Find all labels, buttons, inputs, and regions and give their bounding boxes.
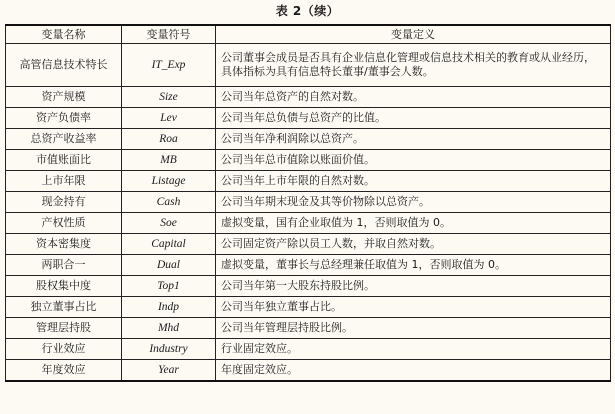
variable-symbol-cell: IT_Exp xyxy=(122,44,216,87)
variable-name-cell: 高管信息技术特长 xyxy=(6,44,122,87)
variable-symbol-cell: Dual xyxy=(122,255,216,276)
table-row xyxy=(6,192,611,213)
variable-symbol-cell: Industry xyxy=(122,339,216,360)
variable-symbol-cell: Capital xyxy=(122,234,216,255)
table-row xyxy=(6,129,611,150)
variable-definition-cell: 公司当年第一大股东持股比例。 xyxy=(216,276,611,297)
header-variable-name: 变量名称 xyxy=(6,25,122,44)
variable-symbol-cell: MB xyxy=(122,150,216,171)
table-row xyxy=(6,339,611,360)
table-row xyxy=(6,234,611,255)
variable-name-cell: 总资产收益率 xyxy=(6,129,122,150)
variable-name-cell: 上市年限 xyxy=(6,171,122,192)
variable-symbol-cell: Mhd xyxy=(122,318,216,339)
variable-symbol-cell: Soe xyxy=(122,213,216,234)
variable-name-cell: 管理层持股 xyxy=(6,318,122,339)
table-row xyxy=(6,171,611,192)
variable-name-cell: 产权性质 xyxy=(6,213,122,234)
variable-definition-cell: 公司当年期末现金及其等价物除以总资产。 xyxy=(216,192,611,213)
variable-definition-cell: 公司董事会成员是否具有企业信息化管理或信息技术相关的教育或从业经历，具体指标为具有信息特长董事/董事会人数。 xyxy=(216,44,611,87)
header-variable-symbol: 变量符号 xyxy=(122,25,216,44)
variable-definition-cell: 公司当年管理层持股比例。 xyxy=(216,318,611,339)
table-row xyxy=(6,44,611,87)
table-caption: 表 2（续） xyxy=(275,4,340,18)
variable-symbol-cell: Size xyxy=(122,87,216,108)
table-row xyxy=(6,360,611,382)
table-row xyxy=(6,213,611,234)
variable-definition-cell: 公司当年上市年限的自然对数。 xyxy=(216,171,611,192)
variable-symbol-cell: Roa xyxy=(122,129,216,150)
variable-definition-cell: 公司固定资产除以员工人数，并取自然对数。 xyxy=(216,234,611,255)
table-row xyxy=(6,318,611,339)
table-row xyxy=(6,87,611,108)
variable-name-cell: 行业效应 xyxy=(6,339,122,360)
variable-definition-cell: 虚拟变量，国有企业取值为 1，否则取值为 0。 xyxy=(216,213,611,234)
variable-definition-table xyxy=(5,24,611,382)
variable-symbol-cell: Indp xyxy=(122,297,216,318)
variable-name-cell: 市值账面比 xyxy=(6,150,122,171)
variable-name-cell: 资产负债率 xyxy=(6,108,122,129)
variable-name-cell: 现金持有 xyxy=(6,192,122,213)
variable-name-cell: 资产规模 xyxy=(6,87,122,108)
variable-symbol-cell: Top1 xyxy=(122,276,216,297)
variable-name-cell: 独立董事占比 xyxy=(6,297,122,318)
variable-definition-cell: 公司当年总市值除以账面价值。 xyxy=(216,150,611,171)
variable-symbol-cell: Cash xyxy=(122,192,216,213)
variable-definition-cell: 虚拟变量，董事长与总经理兼任取值为 1，否则取值为 0。 xyxy=(216,255,611,276)
table-row xyxy=(6,108,611,129)
variable-symbol-cell: Listage xyxy=(122,171,216,192)
variable-definition-cell: 公司当年独立董事占比。 xyxy=(216,297,611,318)
variable-symbol-cell: Lev xyxy=(122,108,216,129)
variable-name-cell: 年度效应 xyxy=(6,360,122,382)
table-row xyxy=(6,150,611,171)
table-row xyxy=(6,276,611,297)
variable-definition-cell: 公司当年总资产的自然对数。 xyxy=(216,87,611,108)
variable-name-cell: 资本密集度 xyxy=(6,234,122,255)
table-header-row xyxy=(6,25,611,44)
variable-symbol-cell: Year xyxy=(122,360,216,382)
variable-name-cell: 股权集中度 xyxy=(6,276,122,297)
table-row xyxy=(6,255,611,276)
variable-definition-cell: 公司当年总负债与总资产的比值。 xyxy=(216,108,611,129)
variable-definition-cell: 年度固定效应。 xyxy=(216,360,611,382)
variable-definition-cell: 行业固定效应。 xyxy=(216,339,611,360)
header-variable-definition: 变量定义 xyxy=(216,25,611,44)
table-row xyxy=(6,297,611,318)
variable-name-cell: 两职合一 xyxy=(6,255,122,276)
variable-definition-cell: 公司当年净利润除以总资产。 xyxy=(216,129,611,150)
